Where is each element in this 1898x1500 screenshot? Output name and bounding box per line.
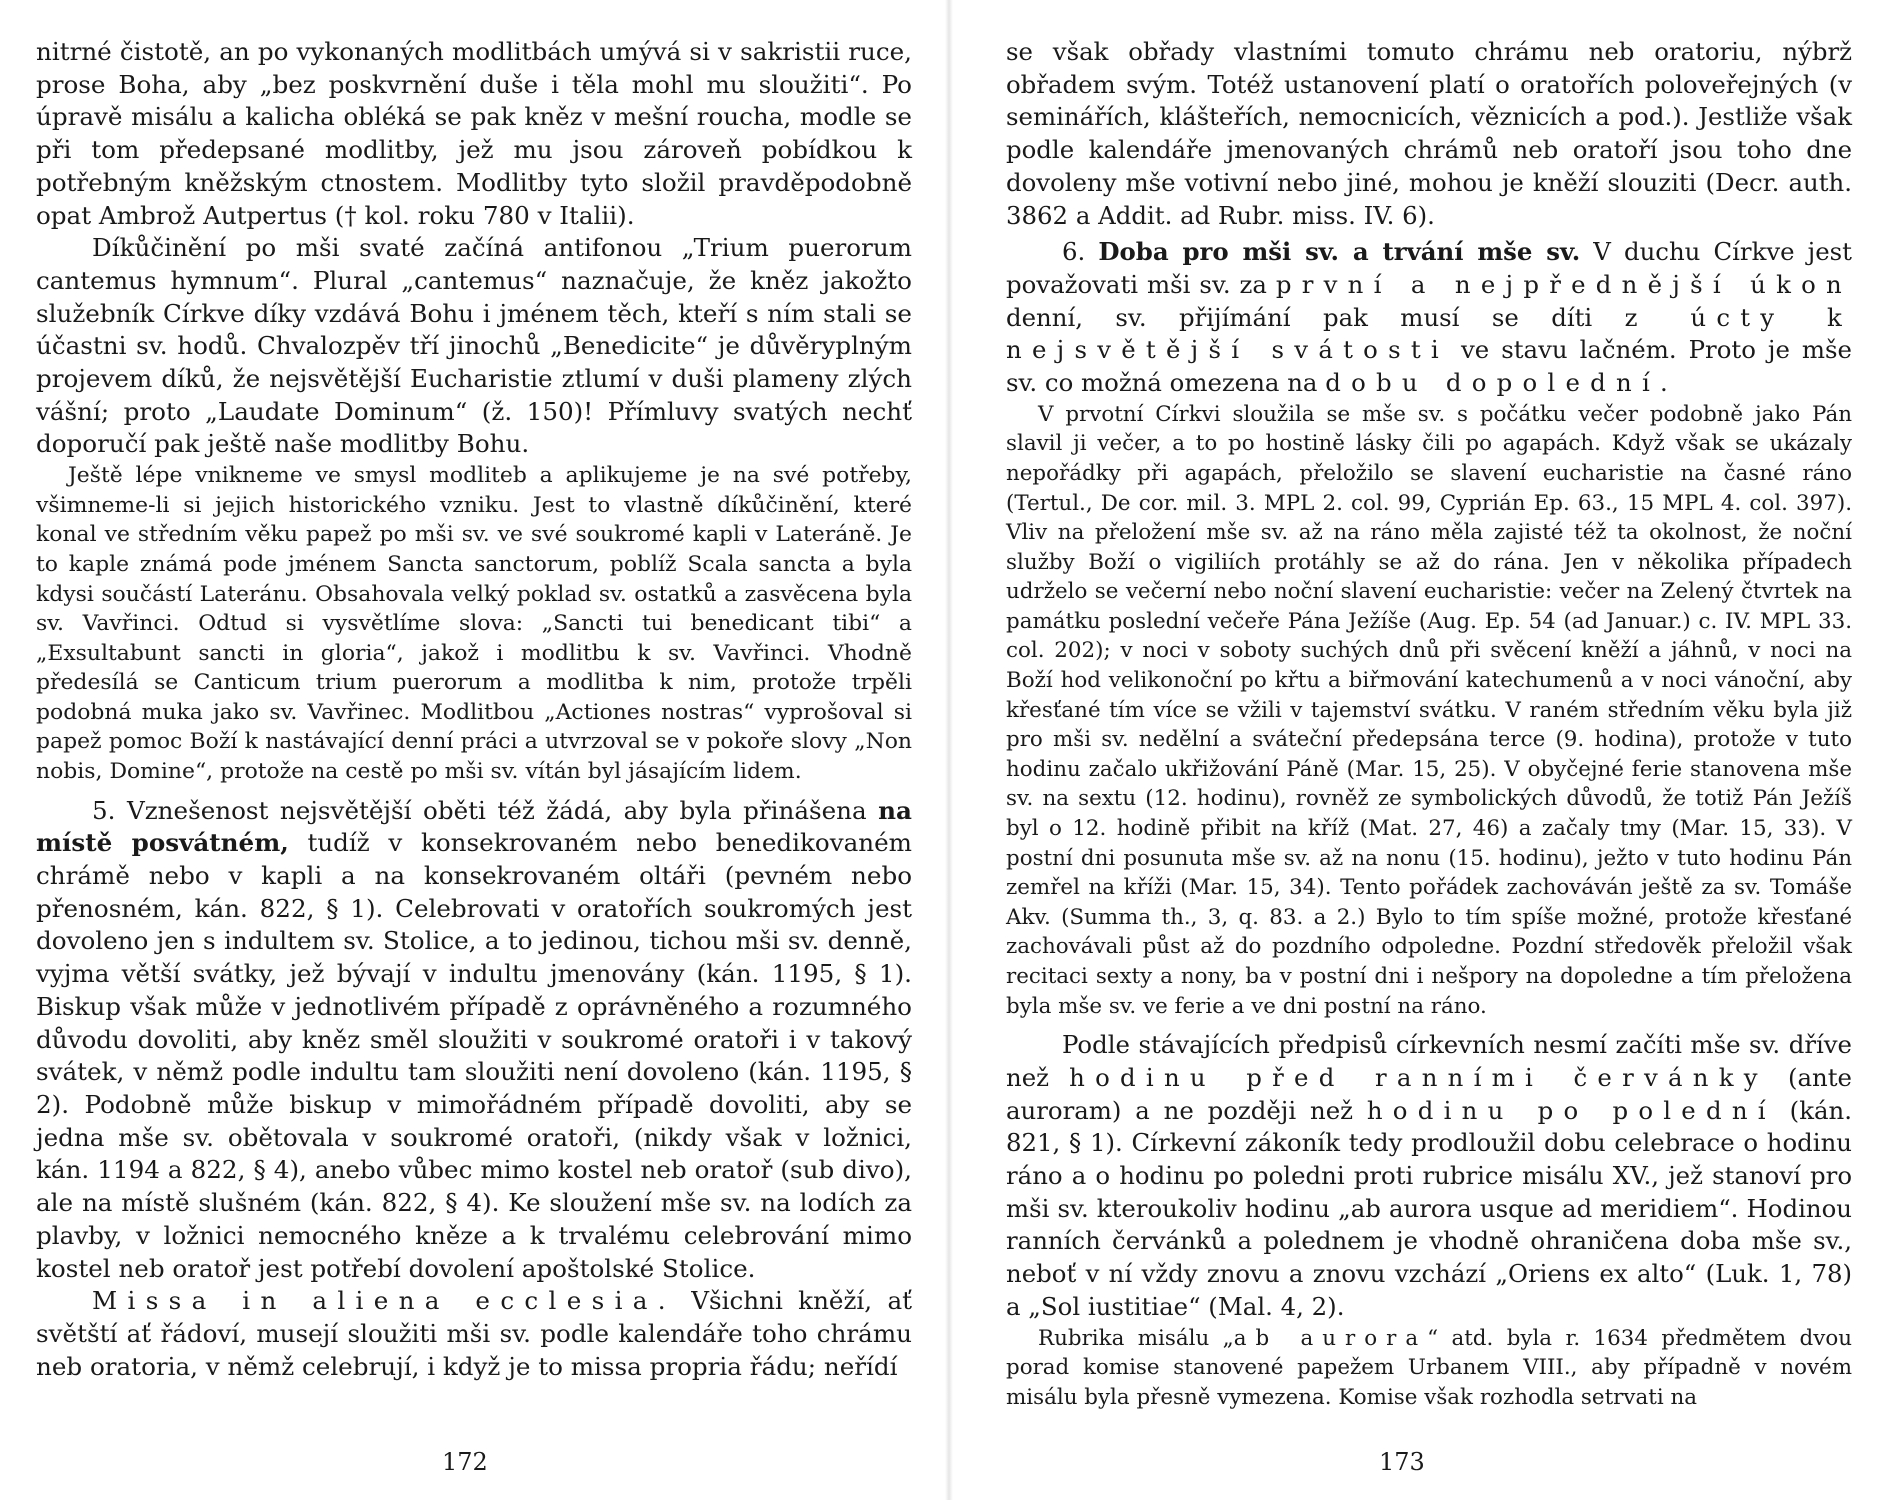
- spaced-term: z úcty k nejsvětější svátosti: [1006, 302, 1852, 365]
- paragraph-small-print: Ještě lépe vnikneme ve smysl modliteb a aplikujeme je na své potřeby, všimneme-li si jejich historického vzniku. Jest to vlastně díkůčinění, které konal ve středním věku papež po mši sv. ve své soukromé kapli v Lateráně. Je to kaple známá pode jménem Sancta sanctorum, poblíž Scala sancta a byla kdysi součástí Lateránu. Obsahovala velký poklad sv. ostatků a zasvěcena byla sv. Vavřinci. Odtud si vysvětlíme slova: „Sancti tui benedicant tibi“ a „Exsultabunt sancti in gloria“, jakož i modlitbu k sv. Vavřinci. Vhodně předesílá se Canticum trium puerorum a modlitba k nim, protože trpěli podobná muka jako sv. Vavřinec. Modlitbou „Actiones nostras“ vyprošoval si papež pomoc Boží k nastávající denní práci a utvrzoval se v pokoře slovy „Non nobis, Domine“, protože na cestě po mši sv. vítán byl jásajícím lidem.: [36, 463, 912, 785]
- text-run: (ante auroram) a ne později než: [1006, 1062, 1852, 1125]
- section-5-lead: 5. Vznešenost nejsvětější oběti též žádá, aby byla přinášena: [92, 795, 879, 825]
- text-run: “ atd. byla r. 1634 předmětem dvou porad komise stanovené papežem Urbanem VIII., aby případně v novém misálu byla přesně vymezena. Komise však rozhodla setrvati na: [1006, 1325, 1852, 1410]
- spaced-term: ab aurora: [1233, 1325, 1428, 1351]
- paragraph: [1006, 1029, 1852, 1323]
- spaced-term: dobu dopolední.: [1325, 368, 1679, 398]
- spaced-term: hodinu před ranními červánky: [1069, 1062, 1768, 1092]
- spaced-term: první a nejpřednější úkon: [1275, 269, 1852, 299]
- text-run: (kán. 821, § 1). Církevní zákoník tedy prodloužil dobu celebrace o hodinu ráno a o hodinu po poledni proti rubrice misálu XV., jež stanoví pro mši sv. kteroukoliv hodinu „ab aurora usque ad meridiem“. Hodinou ranních červánků a polednem je vhodně ohraničena doba mše sv., neboť v ní vždy znovu a znovu vzchází „Oriens ex alto“ (Luk. 1, 78) a „Sol iustitiae“ (Mal. 4, 2).: [1006, 1095, 1852, 1321]
- right-page: [949, 0, 1898, 1500]
- paragraph-section-5: [36, 795, 912, 1286]
- section-6-lead: 6.: [1062, 237, 1099, 267]
- text-run: Podle stávajících předpisů církevních nesmí začíti mše sv. dříve než: [1006, 1030, 1852, 1092]
- paragraph-body: Všichni kněží, ať světští ať řádoví, musejí sloužiti mši sv. podle kalendáře toho chrámu neb oratoria, v němž celebrují, i když je to missa propria řádu; neřídí: [36, 1286, 912, 1381]
- left-text-column: [36, 36, 912, 1383]
- section-6-heading: Doba pro mši sv. a trvání mše sv.: [1098, 237, 1581, 267]
- paragraph-missa-in-aliena: [36, 1285, 912, 1383]
- text-run: V duchu Církve jest považovati mši sv. za: [1006, 237, 1852, 299]
- spaced-term: hodinu po polední: [1366, 1095, 1776, 1125]
- text-run: Rubrika misálu „: [1038, 1325, 1234, 1351]
- right-text-column: [1006, 36, 1852, 1412]
- spaced-term: Missa in aliena ecclesia.: [92, 1286, 676, 1316]
- paragraph: se však obřady vlastními tomuto chrámu neb oratoriu, nýbrž obřadem svým. Totéž ustanovení platí o oratořích poloveřejných (v seminářích, klášteřích, nemocnicích, věznicích a pod.). Jestliže však podle kalendáře jmenovaných chrámů neb oratoří jsou toho dne dovoleny mše votivní nebo jiné, mohou je kněží slouziti (Decr. auth. 3862 a Addit. ad Rubr. miss. IV. 6).: [1006, 37, 1852, 230]
- paragraph-small-print: [1006, 1324, 1852, 1413]
- page-number-right: 173: [1379, 1448, 1425, 1476]
- paragraph-small-print: V prvotní Církvi sloužila se mše sv. s počátku večer podobně jako Pán slavil ji večer, a to po hostině lásky čili po agapách. Když však se ukázaly nepořádky při agapách, přeložilo se slavení eucharistie na časné ráno (Tertul., De cor. mil. 3. MPL 2. col. 99, Cyprián Ep. 63., 15 MPL 4. col. 397). Vliv na přeložení mše sv. až na ráno měla zajisté též ta okolnost, že noční služby Boží o vigiliích protáhly se až do rána. Jen v několika případech udrželo se večerní nebo noční slavení eucharistie: večer na Zelený čtvrtek na památku poslední večeře Pána Ježíše (Aug. Ep. 54 (ad Januar.) c. IV. MPL 33. col. 202); v noci v soboty suchých dnů při svěcení kněží a jáhnů, v noci na Boží hod velikonoční po křtu a biřmování katechumenů a v noci vánoční, aby křesťané tím více se vžili v tajemství svátku. V raném středním věku byla již pro mši sv. nedělní a sváteční předepsána terce (9. hodina), protože v tuto hodinu začalo ukřižování Páně (Mar. 15, 25). V obyčejné ferie stanovena mše sv. na sextu (12. hodinu), rovněž ze symbolických důvodů, že totiž Pán Ježíš byl o 12. hodině přibit na kříž (Mat. 27, 46) a začaly tmy (Mar. 15, 33). V postní dni posunuta mše sv. až na nonu (15. hodinu), ježto v tuto hodinu Pán zemřel na kříži (Mar. 15, 34). Tento pořádek zachováván ještě za sv. Tomáše Akv. (Summa th., 3, q. 83. a 2.) Bylo to tím spíše možné, protože křesťané zachovávali půst až do pozdního odpoledne. Pozdní středověk přeložil však recitaci sexty a nony, ba v postní dni i nešpory na dopoledne a tím přeložena byla mše sv. ve ferie a ve dni postní na ráno.: [1006, 401, 1852, 1019]
- paragraph-section-6: [1006, 236, 1852, 400]
- paragraph: nitrné čistotě, an po vykonaných modlitbách umývá si v sakristii ruce, prose Boha, aby „bez poskvrnění duše i těla mohl mu sloužiti“. Po úpravě misálu a kalicha obléká se pak kněz v mešní roucha, modle se při tom předepsané modlitby, jež mu jsou zároveň pobídkou k potřebným kněžským ctnostem. Modlitby tyto složil pravděpodobně opat Ambrož Autpertus († kol. roku 780 v Italii).: [36, 37, 912, 230]
- text-run: denní, sv. přijímání pak musí se díti: [1006, 302, 1625, 332]
- paragraph: Díkůčinění po mši svaté začíná antifonou „Trium puerorum cantemus hymnum“. Plural „cantemus“ naznačuje, že kněz jakožto služebník Církve díky vzdává Bohu i jménem těch, kteří s ním stali se účastni sv. hodů. Chvalozpěv tří jinochů „Benedicite“ je důvěryplným projevem díků, že nejsvětější Eucharistie ztlumí v duši plameny zlých vášní; proto „Laudate Dominum“ (ž. 150)! Přímluvy svatých nechť doporučí pak ještě naše modlitby Bohu.: [36, 233, 912, 459]
- section-5-body: tudíž v konsekrovaném nebo benedikovaném chrámě nebo v kapli a na konsekrovaném oltáři (pevném nebo přenosném, kán. 822, § 1). Celebrovati v oratořích soukromých jest dovoleno jen s indultem sv. Stolice, a to jedinou, tichou mši sv. denně, vyjma větší svátky, jež bývají v indultu jmenovány (kán. 1195, § 1). Biskup však může v jednotlivém případě z oprávněného a rozumného důvodu dovoliti, aby kněz směl sloužiti v soukromé oratoři i v takový svátek, v němž podle indultu tam sloužiti není dovoleno (kán. 1195, § 2). Podobně může biskup v mimořádném případě dovoliti, aby se jedna mše sv. obětovala v soukromé oratoři, (nikdy však v ložnici, kán. 1194 a 822, § 4), anebo vůbec mimo kostel neb oratoř (sub divo), ale na místě slušném (kán. 822, § 4). Ke sloužení mše sv. na lodích za plavby, v ložnici nemocného kněze a k trvalému celebrování mimo kostel neb oratoř jest potřebí dovolení apoštolské Stolice.: [36, 828, 912, 1283]
- page-number-left: 172: [442, 1448, 488, 1476]
- text-run: ve stavu lačném. Proto je mše sv. co možná omezena na: [1006, 335, 1852, 398]
- section-5-heading: na místě posvátném,: [36, 795, 912, 858]
